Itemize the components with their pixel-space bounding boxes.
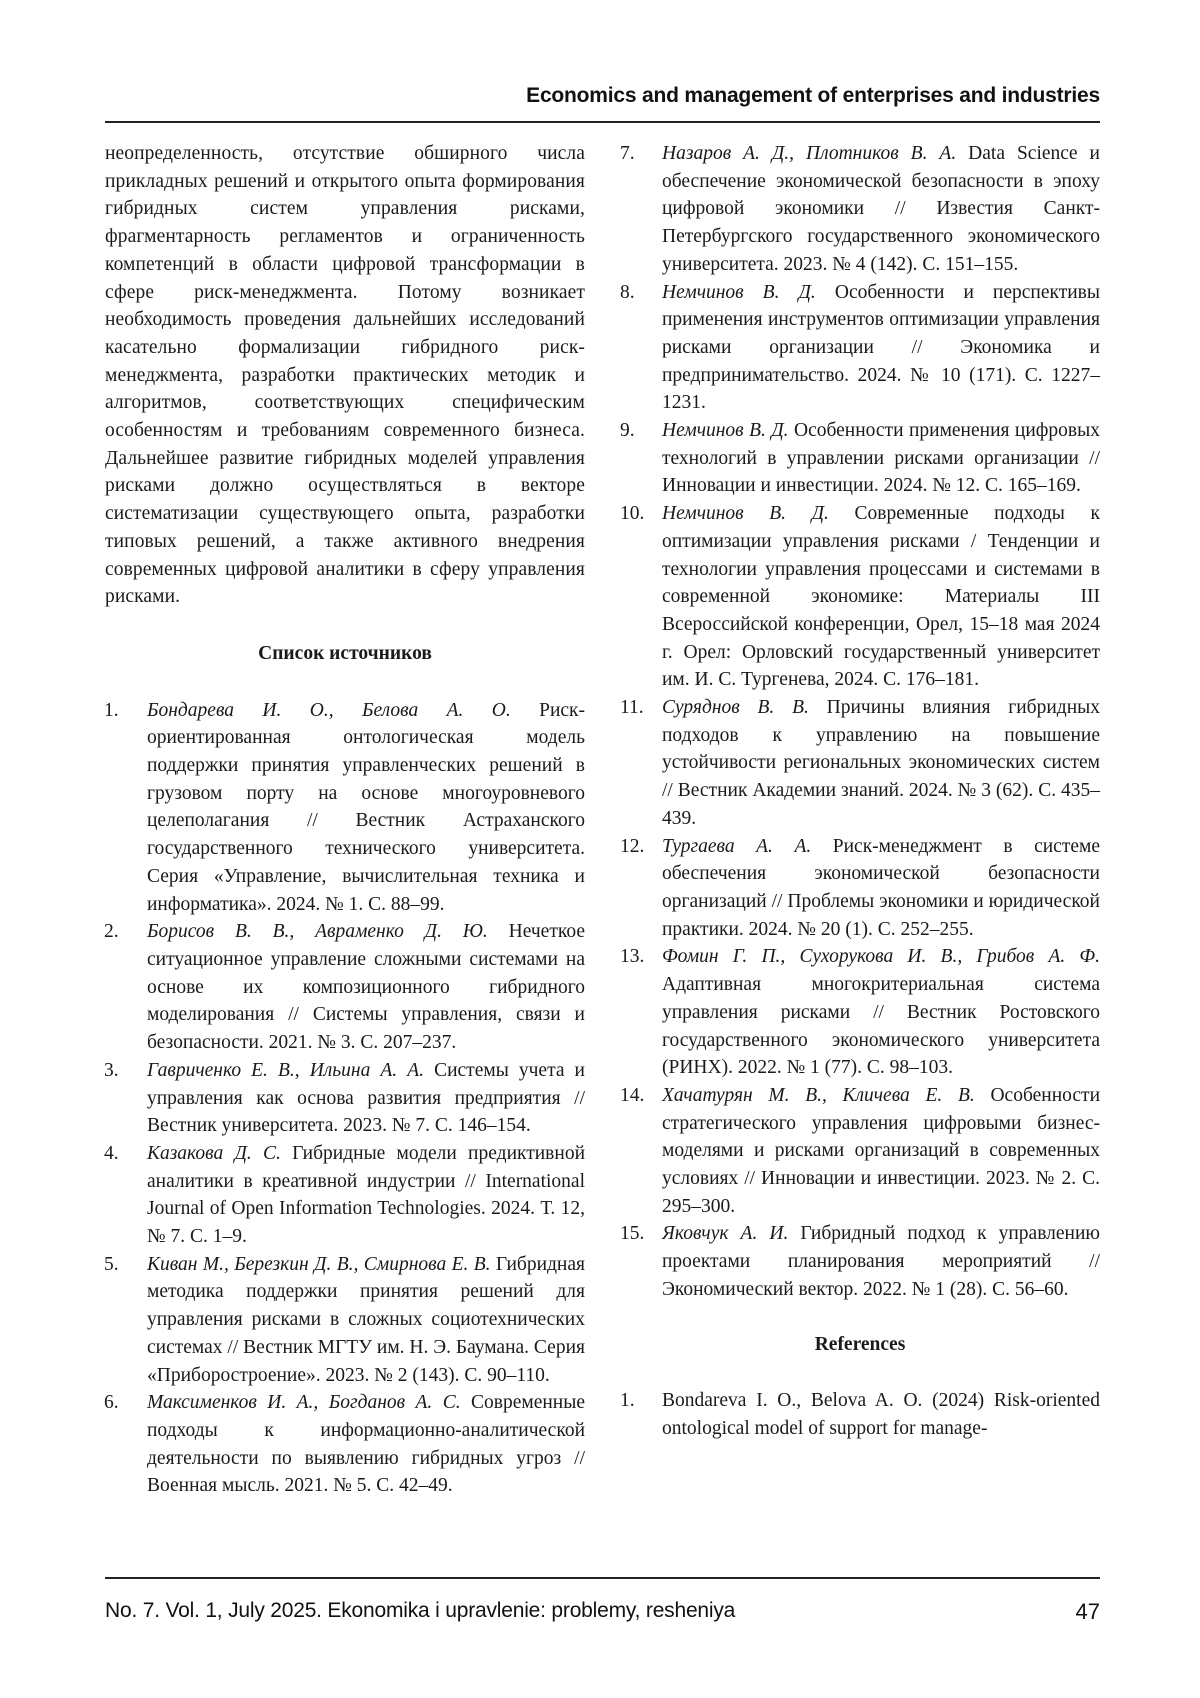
- source-text: Современные подходы к информационно-аналитической деятельности по выявлению гибридных угроз // Военная мысль. 2021. № 5. С. 42–49.: [147, 1392, 585, 1497]
- source-text: Причины влияния гибридных подходов к управлению на повышение устойчивости региональных экономических систем // Вестник Академии знаний. 2024. № 3 (62). С. 435–439.: [662, 697, 1100, 829]
- sources-list: [105, 697, 585, 1500]
- source-item: [105, 918, 585, 1057]
- source-authors: Борисов В. В., Авраменко Д. Ю.: [147, 921, 488, 943]
- source-text: Особенности применения цифровых технологий в управлении рисками организации // Инновации и инвестиции. 2024. № 12. С. 165–169.: [662, 420, 1100, 497]
- source-number: 6.: [104, 1392, 119, 1414]
- references-heading: References: [814, 1333, 906, 1355]
- source-item: [105, 1140, 585, 1251]
- source-number: 3.: [104, 1059, 119, 1081]
- source-item: [620, 140, 1100, 279]
- footer-rule: [105, 1577, 1100, 1579]
- source-authors: Казакова Д. С.: [147, 1142, 281, 1164]
- source-number: 15.: [620, 1223, 645, 1245]
- source-number: 5.: [104, 1253, 119, 1275]
- source-authors: Максименков И. А., Богданов А. С.: [147, 1392, 461, 1414]
- source-text: Адаптивная многокритериальная система управления рисками // Вестник Ростовского государственного экономического университета (РИНХ). 2022. № 1 (77). С. 98–103.: [662, 974, 1100, 1079]
- source-authors: Киван М., Березкин Д. В., Смирнова Е. В.: [147, 1253, 491, 1275]
- source-item: [105, 1057, 585, 1140]
- source-authors: Назаров А. Д., Плотников В. А.: [662, 143, 957, 164]
- source-authors: Немчинов В. Д.: [662, 420, 789, 442]
- source-authors: Немчинов В. Д.: [662, 281, 816, 303]
- header-rule: [105, 121, 1100, 123]
- source-text: Data Science и обеспечение экономической безопасности в эпоху цифровой экономики // Известия Санкт-Петербургского государственного экономического университета. 2023. № 4 (142). С. 151–155.: [662, 143, 1100, 275]
- source-number: 1.: [104, 699, 119, 721]
- source-item: [620, 500, 1100, 694]
- source-text: Нечеткое ситуационное управление сложными системами на основе их композиционного гибридного моделирования // Системы управления, связи и безопасности. 2021. № 3. С. 207–237.: [147, 921, 585, 1054]
- source-text: Особенности и перспективы применения инструментов оптимизации управления рисками организации // Экономика и предпринимательство. 2024. № 10 (171). С. 1227–1231.: [662, 281, 1100, 414]
- source-text: Риск-ориентированная онтологическая модель поддержки принятия управленческих решений в грузовом порту на основе многоуровневого целеполагания // Вестник Астраханского государственного технического университета. Серия «Управление, вычислительная техника и информатика». 2024. № 1. С. 88–99.: [147, 699, 586, 915]
- source-number: 8.: [620, 281, 635, 303]
- references-list: [620, 1387, 1100, 1442]
- right-column: [620, 140, 1100, 1443]
- source-authors: Суряднов В. В.: [662, 697, 809, 719]
- source-text: Особенности стратегического управления цифровыми бизнес-моделями и рисками организаций в современных условиях // Инновации и инвестиции. 2023. № 2. С. 295–300.: [662, 1084, 1101, 1217]
- reference-item: [620, 1387, 1100, 1442]
- source-item: [620, 833, 1100, 944]
- source-text: Гибридная методика поддержки принятия решений для управления рисками в сложных социотехнических системах // Вестник МГТУ им. Н. Э. Баумана. Серия «Приборостроение». 2023. № 2 (143). С. 90–110.: [147, 1253, 585, 1386]
- reference-text: Bondareva I. O., Belova A. O. (2024) Risk-oriented ontological model of support for manage-: [662, 1390, 1100, 1439]
- source-number: 11.: [620, 697, 644, 719]
- source-authors: Фомин Г. П., Сухорукова И. В., Грибов А. Ф.: [662, 946, 1100, 968]
- source-item: [620, 279, 1100, 418]
- source-text: Системы учета и управления как основа развития предприятия // Вестник университета. 2023. № 7. С. 146–154.: [147, 1059, 585, 1137]
- source-text: Гибридный подход к управлению проектами планирования мероприятий // Экономический вектор. 2022. № 1 (28). С. 56–60.: [662, 1223, 1100, 1300]
- source-number: 4.: [104, 1142, 119, 1164]
- source-text: Риск-менеджмент в системе обеспечения экономической безопасности организаций // Проблемы экономики и юридической практики. 2024. № 20 (1). С. 252–255.: [662, 835, 1100, 940]
- source-item: [620, 694, 1100, 833]
- source-number: 12.: [620, 835, 645, 857]
- source-number: 7.: [620, 143, 635, 164]
- source-item: [105, 697, 585, 919]
- reference-number: 1.: [620, 1390, 635, 1412]
- body-paragraph: неопределенность, отсутствие обширного числа прикладных решений и открытого опыта формирования гибридных систем управления рисками, фрагментарность регламентов и ограниченность компетенций в области цифровой трансформации в сфере риск-менеджмента. Потому возникает необходимость проведения дальнейших исследований касательно формализации гибридного риск-менеджмента, разработки практических методик и алгоритмов, соответствующих специфическим особенностям и требованиям современного бизнеса. Дальнейшее развитие гибридных моделей управления рисками должно осуществляться в векторе систематизации существующего опыта, разработки типовых решений, а также активного внедрения современных цифровой аналитики в сферу управления рисками.: [105, 143, 585, 608]
- source-authors: Хачатурян М. В., Кличева Е. В.: [662, 1084, 975, 1106]
- running-head: Economics and management of enterprises and industries: [526, 84, 1100, 107]
- sources-list-continued: [620, 140, 1100, 1304]
- source-item: [620, 417, 1100, 500]
- footer-journal-info: No. 7. Vol. 1, July 2025. Ekonomika i upravlenie: problemy, resheniya: [105, 1599, 736, 1622]
- source-number: 14.: [620, 1084, 645, 1106]
- source-text: Современные подходы к оптимизации управления рисками / Тенденции и технологии управления процессами и системами в современной экономике: Материалы III Всероссийской конференции, Орел, 15–18 мая 2024 г. Орел: Орловский государственный университет им. И. С. Тургенева, 2024. С. 176–181.: [662, 503, 1100, 691]
- left-column: [105, 140, 585, 1500]
- source-number: 10.: [620, 503, 645, 525]
- source-authors: Немчинов В. Д.: [662, 503, 829, 525]
- source-authors: Тургаева А. А.: [662, 835, 812, 857]
- source-authors: Бондарева И. О., Белова А. О.: [147, 699, 511, 721]
- source-number: 13.: [620, 946, 645, 968]
- source-item: [620, 943, 1100, 1082]
- source-item: [105, 1251, 585, 1390]
- sources-heading: Список источников: [258, 642, 432, 664]
- source-item: [620, 1082, 1100, 1221]
- source-number: 9.: [620, 420, 635, 442]
- source-authors: Гавриченко Е. В., Ильина А. А.: [147, 1059, 425, 1081]
- page-number: 47: [1075, 1599, 1100, 1624]
- source-number: 2.: [104, 921, 119, 943]
- source-item: [105, 1389, 585, 1500]
- source-item: [620, 1220, 1100, 1303]
- source-authors: Яковчук А. И.: [662, 1223, 789, 1245]
- source-text: Гибридные модели предиктивной аналитики в креативной индустрии // International Journal of Open Information Technologies. 2024. Т. 12, № 7. С. 1–9.: [147, 1142, 586, 1248]
